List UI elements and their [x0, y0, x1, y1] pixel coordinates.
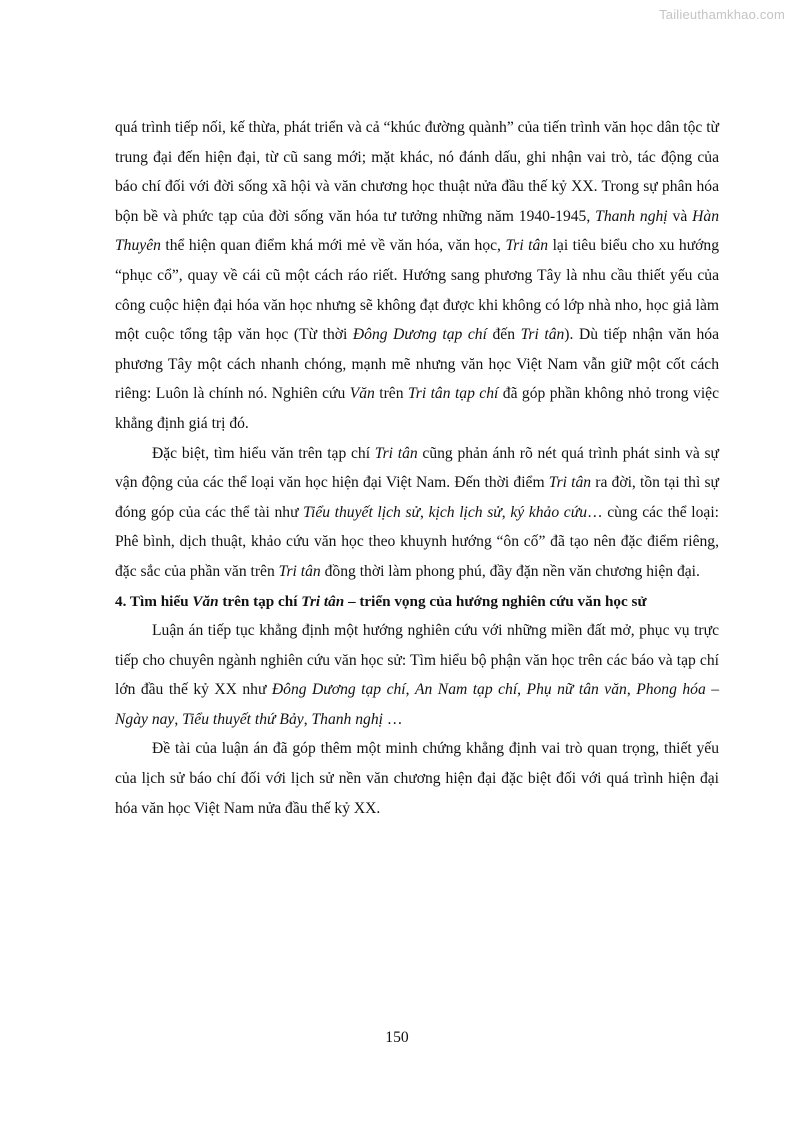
italic-title: kịch lịch sử: [428, 503, 502, 521]
italic-title: Văn: [349, 385, 375, 403]
text-run: … cùng các thể loại: Phê bình, dịch thuật, khảo cứu văn học theo khuynh hướng “ôn cố” đã tạo nên đặc điểm riêng, đặc sắc của phần văn trên: [115, 503, 720, 580]
text-run: đã góp phần không nhỏ trong việc khẳng định giá trị đó.: [115, 385, 719, 432]
paragraph-3: [115, 616, 719, 734]
paragraph-2: [115, 439, 719, 587]
text-run: ,: [517, 681, 527, 699]
text-run: Đặc biệt, tìm hiểu văn trên tạp chí: [152, 444, 375, 462]
text-run: ,: [501, 503, 511, 521]
italic-title: Tiểu thuyết thứ Bảy: [182, 710, 304, 728]
italic-title: Tri tân: [505, 237, 549, 255]
text-run: 4. Tìm hiểu: [115, 592, 193, 610]
italic-title: Đông Dương tạp chí: [271, 681, 406, 699]
text-run: ,: [626, 681, 637, 699]
text-run: Luận án tiếp tục khẳng định một hướng nghiên cứu với những miền đất mở, phục vụ trực tiếp cho chuyên ngành nghiên cứu văn học sử: Tìm hiểu bộ phận văn học trên các báo và tạp chí lớn đầu thế kỷ XX như: [115, 622, 719, 699]
italic-title: Phong hóa – Ngày nay: [115, 681, 720, 728]
text-run: trên tạp chí: [218, 592, 302, 610]
italic-title: Văn: [192, 592, 219, 610]
italic-title: Tri tân: [548, 474, 592, 492]
text-run: trên: [374, 385, 408, 403]
paragraph-1: [115, 113, 719, 439]
text-run: Đề tài của luận án đã góp thêm một minh chứng khẳng định vai trò quan trọng, thiết yếu của lịch sử báo chí đối với lịch sử nền văn chương hiện đại đặc biệt đối với quá trình hiện đại hóa văn học Việt Nam nửa đầu thế kỷ XX.: [115, 740, 719, 817]
text-run: ra đời, tồn tại thì sự đóng góp của các thể tài như: [115, 474, 719, 521]
italic-title: Hàn Thuyên: [115, 207, 720, 255]
text-run: cũng phản ánh rõ nét quá trình phát sinh và sự vận động của các thể loại văn học hiện đại Việt Nam. Đến thời điểm: [115, 444, 720, 492]
page-body: [115, 113, 719, 823]
watermark: Tailieuthamkhao.com: [659, 7, 785, 22]
italic-title: ký khảo cứu: [510, 503, 588, 521]
text-run: ). Dù tiếp nhận văn hóa phương Tây một cách nhanh chóng, mạnh mẽ nhưng văn học Việt Nam vẫn giữ một cốt cách riêng: Luôn là chính nó. Nghiên cứu: [115, 326, 719, 403]
text-run: đồng thời làm phong phú, đầy đặn nền văn chương hiện đại.: [320, 562, 700, 580]
text-run: ,: [303, 710, 312, 728]
text-run: quá trình tiếp nối, kế thừa, phát triển và cả “khúc đường quành” của tiến trình văn học dân tộc từ trung đại đến hiện đại, từ cũ sang mới; mặt khác, nó đánh dấu, ghi nhận vai trò, tác động của báo chí đối với đời sống xã hội và văn chương học thuật nửa đầu thế kỷ XX. Trong sự phân hóa bộn bề và phức tạp của đời sống văn hóa tư tưởng những năm 1940-1945,: [115, 119, 719, 225]
section-heading: [115, 587, 719, 617]
italic-title: Phụ nữ tân văn: [526, 681, 627, 699]
text-run: và: [667, 207, 693, 225]
text-run: thể hiện quan điểm khá mới mẻ về văn hóa, văn học,: [160, 237, 506, 255]
italic-title: Thanh nghị: [595, 207, 668, 225]
italic-title: Tri tân: [374, 444, 418, 462]
italic-title: Tri tân: [520, 326, 565, 344]
text-run: …: [382, 710, 403, 728]
text-run: ,: [174, 710, 183, 728]
paragraph-4: [115, 734, 719, 823]
page-number: 150: [385, 1029, 409, 1046]
italic-title: Tri tân tạp chí: [407, 385, 499, 403]
italic-title: Thanh nghị: [311, 710, 383, 728]
text-run: ,: [405, 681, 415, 699]
italic-title: Tri tân: [301, 592, 345, 610]
italic-title: Đông Dương tạp chí: [352, 326, 487, 344]
text-run: đến: [486, 326, 521, 344]
italic-title: An Nam tạp chí: [415, 681, 518, 699]
text-run: ,: [420, 503, 429, 521]
italic-title: Tri tân: [278, 562, 321, 580]
italic-title: Tiểu thuyết lịch sử: [303, 503, 421, 521]
text-run: – triển vọng của hướng nghiên cứu văn học sử: [344, 592, 647, 610]
text-run: lại tiêu biểu cho xu hướng “phục cổ”, quay về cái cũ một cách ráo riết. Hướng sang phương Tây là nhu cầu thiết yếu của công cuộc hiện đại hóa văn học nhưng sẽ không đạt được khi không có lớp nhà nho, học giả làm một cuộc tổng tập văn học (Từ thời: [115, 237, 719, 344]
